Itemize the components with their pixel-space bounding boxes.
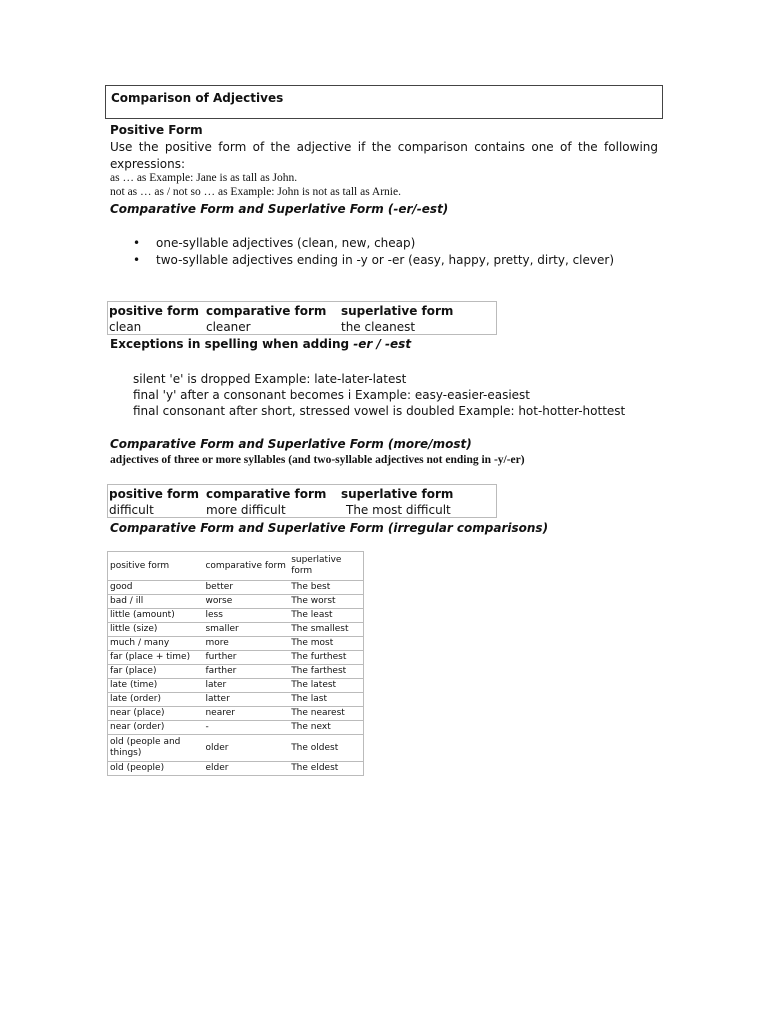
exception-line-3: final consonant after short, stressed vowel is doubled Example: hot-hotter-hottest [133,404,626,418]
table-cell: much / many [108,637,204,651]
table-cell: little (size) [108,623,204,637]
positive-example-1: as … as Example: Jane is as tall as John. [110,172,298,184]
more-most-subheading: adjectives of three or more syllables (and two-syllable adjectives not ending in -y/-er) [110,454,525,466]
table-row [108,679,364,693]
table-cell: latter [203,693,289,707]
er-est-heading: Comparative Form and Superlative Form (-er/-est) [110,202,449,216]
table-cell: little (amount) [108,609,204,623]
table-cell: bad / ill [108,595,204,609]
table-cell: The least [289,609,363,623]
table-cell: The next [289,721,363,735]
table-row [108,735,364,762]
table-cell: old (people and things) [108,735,204,762]
table-cell: - [203,721,289,735]
table-header: comparative form [203,552,289,581]
table-row [108,693,364,707]
irregular-heading: Comparative Form and Superlative Form (irregular comparisons) [110,521,549,535]
table-row [108,581,364,595]
table-row [108,623,364,637]
table-cell: elder [203,762,289,776]
exception-line-2: final 'y' after a consonant becomes i Example: easy-easier-easiest [133,388,530,402]
table-header: superlative form [289,552,363,581]
table-cell: The best [289,581,363,595]
table-row [108,637,364,651]
table-cell: The eldest [289,762,363,776]
table-cell: The worst [289,595,363,609]
table-cell: less [203,609,289,623]
table-row [108,651,364,665]
table-cell: further [203,651,289,665]
table-cell: smaller [203,623,289,637]
table-cell: farther [203,665,289,679]
table-cell: worse [203,595,289,609]
table-cell: The furthest [289,651,363,665]
more-most-table [107,484,497,518]
table-header: superlative form [341,487,454,501]
table-row [108,595,364,609]
er-est-bullet-2: two-syllable adjectives ending in -y or -er (easy, happy, pretty, dirty, clever) [156,253,614,267]
table-header: comparative form [206,487,327,501]
table-cell: good [108,581,204,595]
table-cell: nearer [203,707,289,721]
table-cell: difficult [109,503,154,517]
table-cell: near (order) [108,721,204,735]
table-row [108,665,364,679]
table-cell: old (people) [108,762,204,776]
bullet-icon: • [133,253,141,267]
table-cell: the cleanest [341,320,416,334]
table-row [108,762,364,776]
page-title: Comparison of Adjectives [111,91,284,105]
er-est-table [107,301,497,335]
table-cell: better [203,581,289,595]
table-cell: late (order) [108,693,204,707]
table-cell: late (time) [108,679,204,693]
table-cell: more [203,637,289,651]
table-cell: The latest [289,679,363,693]
more-most-heading: Comparative Form and Superlative Form (more/most) [110,437,472,451]
table-row [108,721,364,735]
positive-form-text-line2: expressions: [110,157,186,171]
er-est-bullet-1: one-syllable adjectives (clean, new, cheap) [156,236,416,250]
table-cell: more difficult [206,503,286,517]
table-header: positive form [109,304,199,318]
table-header: comparative form [206,304,327,318]
exceptions-heading-suffix: -er / -est [353,337,412,351]
table-cell: far (place + time) [108,651,204,665]
table-cell: The nearest [289,707,363,721]
exceptions-heading [110,337,411,351]
exceptions-heading-prefix: Exceptions in spelling when adding [110,337,354,351]
bullet-icon: • [133,236,141,250]
table-row [108,707,364,721]
table-header: positive form [108,552,204,581]
irregular-table [107,551,364,776]
table-cell: The most difficult [346,503,451,517]
table-cell: The last [289,693,363,707]
table-row [108,609,364,623]
table-cell: older [203,735,289,762]
table-cell: later [203,679,289,693]
table-cell: clean [109,320,142,334]
table-cell: The smallest [289,623,363,637]
title-box [105,85,663,119]
table-cell: near (place) [108,707,204,721]
positive-form-heading: Positive Form [110,123,203,137]
table-cell: The farthest [289,665,363,679]
table-header-row [108,552,364,581]
exception-line-1: silent 'e' is dropped Example: late-later-latest [133,372,407,386]
table-cell: cleaner [206,320,251,334]
positive-example-2: not as … as / not so … as Example: John is not as tall as Arnie. [110,186,401,198]
table-cell: The oldest [289,735,363,762]
table-cell: The most [289,637,363,651]
positive-form-text-line1: Use the positive form of the adjective if the comparison contains one of the following [110,140,658,154]
table-cell: far (place) [108,665,204,679]
table-header: superlative form [341,304,454,318]
table-header: positive form [109,487,199,501]
